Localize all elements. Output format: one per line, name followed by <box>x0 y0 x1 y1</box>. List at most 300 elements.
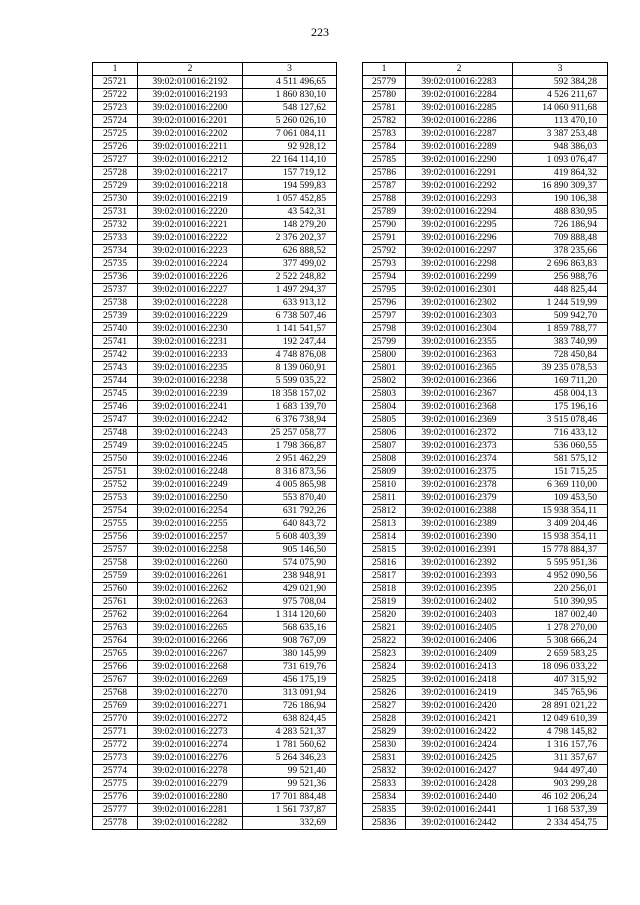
value-cell: 2 522 248,82 <box>243 271 337 284</box>
table-row <box>93 141 337 154</box>
cadastral-number-cell: 39:02:010016:2202 <box>138 128 243 141</box>
row-number-cell: 25740 <box>93 323 138 336</box>
value-cell: 633 913,12 <box>243 297 337 310</box>
row-number-cell: 25751 <box>93 466 138 479</box>
row-number-cell: 25814 <box>363 531 406 544</box>
row-number-cell: 25722 <box>93 89 138 102</box>
row-number-cell: 25743 <box>93 362 138 375</box>
table-row <box>93 661 337 674</box>
table-row <box>93 388 337 401</box>
registry-table-right <box>362 62 608 830</box>
row-number-cell: 25723 <box>93 102 138 115</box>
row-number-cell: 25759 <box>93 570 138 583</box>
value-cell: 332,69 <box>243 817 337 830</box>
cadastral-number-cell: 39:02:010016:2248 <box>138 466 243 479</box>
table-row <box>363 531 608 544</box>
value-cell: 148 279,20 <box>243 219 337 232</box>
value-cell: 380 145,99 <box>243 648 337 661</box>
cadastral-number-cell: 39:02:010016:2263 <box>138 596 243 609</box>
row-number-cell: 25725 <box>93 128 138 141</box>
row-number-cell: 25742 <box>93 349 138 362</box>
cadastral-number-cell: 39:02:010016:2264 <box>138 609 243 622</box>
value-cell: 256 988,76 <box>513 271 608 284</box>
row-number-cell: 25778 <box>93 817 138 830</box>
row-number-cell: 25829 <box>363 726 406 739</box>
cadastral-number-cell: 39:02:010016:2230 <box>138 323 243 336</box>
table-row <box>93 622 337 635</box>
row-number-cell: 25802 <box>363 375 406 388</box>
value-cell: 6 369 110,00 <box>513 479 608 492</box>
row-number-cell: 25809 <box>363 466 406 479</box>
cadastral-number-cell: 39:02:010016:2267 <box>138 648 243 661</box>
table-row <box>363 427 608 440</box>
row-number-cell: 25728 <box>93 167 138 180</box>
value-cell: 109 453,50 <box>513 492 608 505</box>
table-row <box>93 362 337 375</box>
cadastral-number-cell: 39:02:010016:2246 <box>138 453 243 466</box>
value-cell: 1 859 788,77 <box>513 323 608 336</box>
cadastral-number-cell: 39:02:010016:2257 <box>138 531 243 544</box>
cadastral-number-cell: 39:02:010016:2290 <box>406 154 513 167</box>
value-cell: 2 376 202,37 <box>243 232 337 245</box>
table-row <box>93 414 337 427</box>
cadastral-number-cell: 39:02:010016:2299 <box>406 271 513 284</box>
table-row <box>363 726 608 739</box>
table-row <box>363 297 608 310</box>
row-number-cell: 25756 <box>93 531 138 544</box>
value-cell: 43 542,31 <box>243 206 337 219</box>
table-row <box>363 89 608 102</box>
table-row <box>93 492 337 505</box>
cadastral-number-cell: 39:02:010016:2217 <box>138 167 243 180</box>
row-number-cell: 25796 <box>363 297 406 310</box>
value-cell: 4 798 145,82 <box>513 726 608 739</box>
row-number-cell: 25786 <box>363 167 406 180</box>
cadastral-number-cell: 39:02:010016:2284 <box>406 89 513 102</box>
value-cell: 2 696 863,83 <box>513 258 608 271</box>
row-number-cell: 25748 <box>93 427 138 440</box>
table-row <box>93 440 337 453</box>
column-header-number: 1 <box>93 63 138 76</box>
cadastral-number-cell: 39:02:010016:2355 <box>406 336 513 349</box>
cadastral-number-cell: 39:02:010016:2231 <box>138 336 243 349</box>
table-row <box>363 115 608 128</box>
value-cell: 419 864,32 <box>513 167 608 180</box>
value-cell: 728 450,84 <box>513 349 608 362</box>
cadastral-number-cell: 39:02:010016:2301 <box>406 284 513 297</box>
cadastral-number-cell: 39:02:010016:2294 <box>406 206 513 219</box>
table-row <box>363 375 608 388</box>
table-row <box>363 804 608 817</box>
value-cell: 510 390,95 <box>513 596 608 609</box>
value-cell: 383 740,99 <box>513 336 608 349</box>
cadastral-number-cell: 39:02:010016:2219 <box>138 193 243 206</box>
cadastral-number-cell: 39:02:010016:2390 <box>406 531 513 544</box>
row-number-cell: 25736 <box>93 271 138 284</box>
row-number-cell: 25812 <box>363 505 406 518</box>
table-row <box>93 596 337 609</box>
cadastral-number-cell: 39:02:010016:2242 <box>138 414 243 427</box>
value-cell: 2 659 583,25 <box>513 648 608 661</box>
cadastral-number-cell: 39:02:010016:2280 <box>138 791 243 804</box>
row-number-cell: 25828 <box>363 713 406 726</box>
value-cell: 4 511 496,65 <box>243 76 337 89</box>
table-row <box>363 310 608 323</box>
cadastral-number-cell: 39:02:010016:2409 <box>406 648 513 661</box>
cadastral-number-cell: 39:02:010016:2441 <box>406 804 513 817</box>
value-cell: 3 515 078,46 <box>513 414 608 427</box>
table-row <box>363 661 608 674</box>
value-cell: 458 004,13 <box>513 388 608 401</box>
table-row <box>93 570 337 583</box>
row-number-cell: 25763 <box>93 622 138 635</box>
row-number-cell: 25770 <box>93 713 138 726</box>
row-number-cell: 25823 <box>363 648 406 661</box>
cadastral-number-cell: 39:02:010016:2266 <box>138 635 243 648</box>
cadastral-number-cell: 39:02:010016:2224 <box>138 258 243 271</box>
cadastral-number-cell: 39:02:010016:2279 <box>138 778 243 791</box>
cadastral-number-cell: 39:02:010016:2220 <box>138 206 243 219</box>
table-row <box>93 284 337 297</box>
cadastral-number-cell: 39:02:010016:2218 <box>138 180 243 193</box>
cadastral-number-cell: 39:02:010016:2372 <box>406 427 513 440</box>
value-cell: 568 635,16 <box>243 622 337 635</box>
value-cell: 1 168 537,39 <box>513 804 608 817</box>
row-number-cell: 25791 <box>363 232 406 245</box>
table-row <box>363 466 608 479</box>
row-number-cell: 25816 <box>363 557 406 570</box>
cadastral-number-cell: 39:02:010016:2200 <box>138 102 243 115</box>
table-row <box>363 245 608 258</box>
column-header-cadastral-number: 2 <box>406 63 513 76</box>
cadastral-number-cell: 39:02:010016:2379 <box>406 492 513 505</box>
cadastral-number-cell: 39:02:010016:2233 <box>138 349 243 362</box>
column-header-number: 1 <box>363 63 406 76</box>
cadastral-number-cell: 39:02:010016:2292 <box>406 180 513 193</box>
cadastral-number-cell: 39:02:010016:2295 <box>406 219 513 232</box>
table-row <box>93 531 337 544</box>
table-row <box>93 206 337 219</box>
row-number-cell: 25745 <box>93 388 138 401</box>
table-row <box>363 440 608 453</box>
cadastral-number-cell: 39:02:010016:2391 <box>406 544 513 557</box>
row-number-cell: 25831 <box>363 752 406 765</box>
value-cell: 39 235 078,53 <box>513 362 608 375</box>
cadastral-number-cell: 39:02:010016:2273 <box>138 726 243 739</box>
table-row <box>363 739 608 752</box>
cadastral-number-cell: 39:02:010016:2304 <box>406 323 513 336</box>
table-row <box>93 804 337 817</box>
cadastral-number-cell: 39:02:010016:2269 <box>138 674 243 687</box>
table-row <box>93 739 337 752</box>
cadastral-number-cell: 39:02:010016:2243 <box>138 427 243 440</box>
value-cell: 192 247,44 <box>243 336 337 349</box>
table-row <box>93 778 337 791</box>
row-number-cell: 25803 <box>363 388 406 401</box>
cadastral-number-cell: 39:02:010016:2368 <box>406 401 513 414</box>
table-row <box>93 349 337 362</box>
value-cell: 5 308 666,24 <box>513 635 608 648</box>
column-header-value: 3 <box>513 63 608 76</box>
table-row <box>93 258 337 271</box>
value-cell: 378 235,66 <box>513 245 608 258</box>
cadastral-number-cell: 39:02:010016:2226 <box>138 271 243 284</box>
table-row <box>93 700 337 713</box>
cadastral-number-cell: 39:02:010016:2245 <box>138 440 243 453</box>
table-row <box>363 713 608 726</box>
value-cell: 15 938 354,11 <box>513 531 608 544</box>
table-row <box>363 401 608 414</box>
cadastral-number-cell: 39:02:010016:2302 <box>406 297 513 310</box>
table-row <box>93 765 337 778</box>
row-number-cell: 25806 <box>363 427 406 440</box>
row-number-cell: 25779 <box>363 76 406 89</box>
table-row <box>93 609 337 622</box>
cadastral-number-cell: 39:02:010016:2201 <box>138 115 243 128</box>
value-cell: 4 283 521,37 <box>243 726 337 739</box>
row-number-cell: 25836 <box>363 817 406 830</box>
row-number-cell: 25827 <box>363 700 406 713</box>
row-number-cell: 25788 <box>363 193 406 206</box>
cadastral-number-cell: 39:02:010016:2373 <box>406 440 513 453</box>
value-cell: 488 830,95 <box>513 206 608 219</box>
row-number-cell: 25800 <box>363 349 406 362</box>
row-number-cell: 25815 <box>363 544 406 557</box>
cadastral-number-cell: 39:02:010016:2261 <box>138 570 243 583</box>
row-number-cell: 25789 <box>363 206 406 219</box>
row-number-cell: 25811 <box>363 492 406 505</box>
cadastral-number-cell: 39:02:010016:2221 <box>138 219 243 232</box>
table-row <box>363 817 608 830</box>
value-cell: 631 792,26 <box>243 505 337 518</box>
cadastral-number-cell: 39:02:010016:2255 <box>138 518 243 531</box>
value-cell: 429 021,90 <box>243 583 337 596</box>
row-number-cell: 25730 <box>93 193 138 206</box>
table-row <box>363 323 608 336</box>
value-cell: 944 497,40 <box>513 765 608 778</box>
value-cell: 5 595 951,36 <box>513 557 608 570</box>
cadastral-number-cell: 39:02:010016:2419 <box>406 687 513 700</box>
row-number-cell: 25754 <box>93 505 138 518</box>
page-number: 223 <box>311 25 329 39</box>
row-number-cell: 25794 <box>363 271 406 284</box>
table-row <box>93 297 337 310</box>
cadastral-number-cell: 39:02:010016:2418 <box>406 674 513 687</box>
row-number-cell: 25758 <box>93 557 138 570</box>
cadastral-number-cell: 39:02:010016:2395 <box>406 583 513 596</box>
value-cell: 903 299,28 <box>513 778 608 791</box>
row-number-cell: 25738 <box>93 297 138 310</box>
value-cell: 17 701 884,48 <box>243 791 337 804</box>
table-row <box>363 102 608 115</box>
cadastral-number-cell: 39:02:010016:2289 <box>406 141 513 154</box>
value-cell: 92 928,12 <box>243 141 337 154</box>
value-cell: 716 433,12 <box>513 427 608 440</box>
cadastral-number-cell: 39:02:010016:2241 <box>138 401 243 414</box>
value-cell: 28 891 021,22 <box>513 700 608 713</box>
table-row <box>93 271 337 284</box>
row-number-cell: 25822 <box>363 635 406 648</box>
table-row <box>93 635 337 648</box>
row-number-cell: 25817 <box>363 570 406 583</box>
cadastral-number-cell: 39:02:010016:2442 <box>406 817 513 830</box>
value-cell: 8 316 873,56 <box>243 466 337 479</box>
row-number-cell: 25787 <box>363 180 406 193</box>
value-cell: 377 499,02 <box>243 258 337 271</box>
row-number-cell: 25724 <box>93 115 138 128</box>
value-cell: 1 244 519,99 <box>513 297 608 310</box>
row-number-cell: 25835 <box>363 804 406 817</box>
cadastral-number-cell: 39:02:010016:2406 <box>406 635 513 648</box>
table-row <box>93 128 337 141</box>
row-number-cell: 25830 <box>363 739 406 752</box>
table-row <box>93 245 337 258</box>
row-number-cell: 25834 <box>363 791 406 804</box>
table-row <box>93 115 337 128</box>
table-row <box>93 713 337 726</box>
cadastral-number-cell: 39:02:010016:2249 <box>138 479 243 492</box>
value-cell: 175 196,16 <box>513 401 608 414</box>
cadastral-number-cell: 39:02:010016:2388 <box>406 505 513 518</box>
table-row <box>93 427 337 440</box>
cadastral-number-cell: 39:02:010016:2238 <box>138 375 243 388</box>
table-row <box>363 271 608 284</box>
row-number-cell: 25739 <box>93 310 138 323</box>
value-cell: 626 888,52 <box>243 245 337 258</box>
row-number-cell: 25781 <box>363 102 406 115</box>
cadastral-number-cell: 39:02:010016:2405 <box>406 622 513 635</box>
row-number-cell: 25826 <box>363 687 406 700</box>
row-number-cell: 25833 <box>363 778 406 791</box>
row-number-cell: 25780 <box>363 89 406 102</box>
row-number-cell: 25726 <box>93 141 138 154</box>
value-cell: 4 952 090,56 <box>513 570 608 583</box>
cadastral-number-cell: 39:02:010016:2425 <box>406 752 513 765</box>
cadastral-number-cell: 39:02:010016:2272 <box>138 713 243 726</box>
row-number-cell: 25821 <box>363 622 406 635</box>
row-number-cell: 25765 <box>93 648 138 661</box>
value-cell: 5 260 026,10 <box>243 115 337 128</box>
row-number-cell: 25832 <box>363 765 406 778</box>
cadastral-number-cell: 39:02:010016:2375 <box>406 466 513 479</box>
value-cell: 5 599 035,22 <box>243 375 337 388</box>
table-row <box>93 726 337 739</box>
value-cell: 16 890 309,37 <box>513 180 608 193</box>
cadastral-number-cell: 39:02:010016:2235 <box>138 362 243 375</box>
table-row <box>93 518 337 531</box>
row-number-cell: 25769 <box>93 700 138 713</box>
table-row <box>363 635 608 648</box>
table-body-left <box>93 76 337 830</box>
table-row <box>363 154 608 167</box>
table-row <box>93 687 337 700</box>
value-cell: 1 497 294,37 <box>243 284 337 297</box>
cadastral-number-cell: 39:02:010016:2422 <box>406 726 513 739</box>
table-row <box>363 219 608 232</box>
table-row <box>363 700 608 713</box>
row-number-cell: 25772 <box>93 739 138 752</box>
row-number-cell: 25807 <box>363 440 406 453</box>
cadastral-number-cell: 39:02:010016:2285 <box>406 102 513 115</box>
value-cell: 313 091,94 <box>243 687 337 700</box>
row-number-cell: 25746 <box>93 401 138 414</box>
cadastral-number-cell: 39:02:010016:2287 <box>406 128 513 141</box>
cadastral-number-cell: 39:02:010016:2363 <box>406 349 513 362</box>
table-row <box>93 89 337 102</box>
table-row <box>363 778 608 791</box>
row-number-cell: 25747 <box>93 414 138 427</box>
value-cell: 553 870,40 <box>243 492 337 505</box>
value-cell: 345 765,96 <box>513 687 608 700</box>
table-row <box>93 76 337 89</box>
row-number-cell: 25744 <box>93 375 138 388</box>
cadastral-number-cell: 39:02:010016:2402 <box>406 596 513 609</box>
table-row <box>363 648 608 661</box>
row-number-cell: 25805 <box>363 414 406 427</box>
cadastral-number-cell: 39:02:010016:2283 <box>406 76 513 89</box>
value-cell: 1 057 452,85 <box>243 193 337 206</box>
row-number-cell: 25721 <box>93 76 138 89</box>
value-cell: 8 139 060,91 <box>243 362 337 375</box>
row-number-cell: 25753 <box>93 492 138 505</box>
value-cell: 311 357,67 <box>513 752 608 765</box>
table-row <box>363 518 608 531</box>
value-cell: 151 715,25 <box>513 466 608 479</box>
cadastral-number-cell: 39:02:010016:2192 <box>138 76 243 89</box>
table-row <box>363 791 608 804</box>
value-cell: 194 599,83 <box>243 180 337 193</box>
row-number-cell: 25761 <box>93 596 138 609</box>
table-row <box>93 154 337 167</box>
cadastral-number-cell: 39:02:010016:2222 <box>138 232 243 245</box>
value-cell: 238 948,91 <box>243 570 337 583</box>
table-row <box>363 596 608 609</box>
row-number-cell: 25793 <box>363 258 406 271</box>
value-cell: 4 526 211,67 <box>513 89 608 102</box>
value-cell: 1 683 139,70 <box>243 401 337 414</box>
cadastral-number-cell: 39:02:010016:2274 <box>138 739 243 752</box>
row-number-cell: 25797 <box>363 310 406 323</box>
value-cell: 726 186,94 <box>243 700 337 713</box>
value-cell: 46 102 206,24 <box>513 791 608 804</box>
cadastral-number-cell: 39:02:010016:2278 <box>138 765 243 778</box>
value-cell: 113 470,10 <box>513 115 608 128</box>
row-number-cell: 25782 <box>363 115 406 128</box>
cadastral-number-cell: 39:02:010016:2298 <box>406 258 513 271</box>
cadastral-number-cell: 39:02:010016:2229 <box>138 310 243 323</box>
table-row <box>93 401 337 414</box>
table-row <box>363 193 608 206</box>
row-number-cell: 25760 <box>93 583 138 596</box>
row-number-cell: 25792 <box>363 245 406 258</box>
table-row <box>363 362 608 375</box>
table-row <box>363 557 608 570</box>
value-cell: 99 521,40 <box>243 765 337 778</box>
row-number-cell: 25776 <box>93 791 138 804</box>
table-row <box>363 505 608 518</box>
row-number-cell: 25785 <box>363 154 406 167</box>
value-cell: 905 146,50 <box>243 544 337 557</box>
table-row <box>93 791 337 804</box>
cadastral-number-cell: 39:02:010016:2296 <box>406 232 513 245</box>
table-row <box>363 141 608 154</box>
row-number-cell: 25783 <box>363 128 406 141</box>
value-cell: 1 561 737,87 <box>243 804 337 817</box>
row-number-cell: 25810 <box>363 479 406 492</box>
row-number-cell: 25731 <box>93 206 138 219</box>
registry-table-left <box>92 62 337 830</box>
row-number-cell: 25768 <box>93 687 138 700</box>
